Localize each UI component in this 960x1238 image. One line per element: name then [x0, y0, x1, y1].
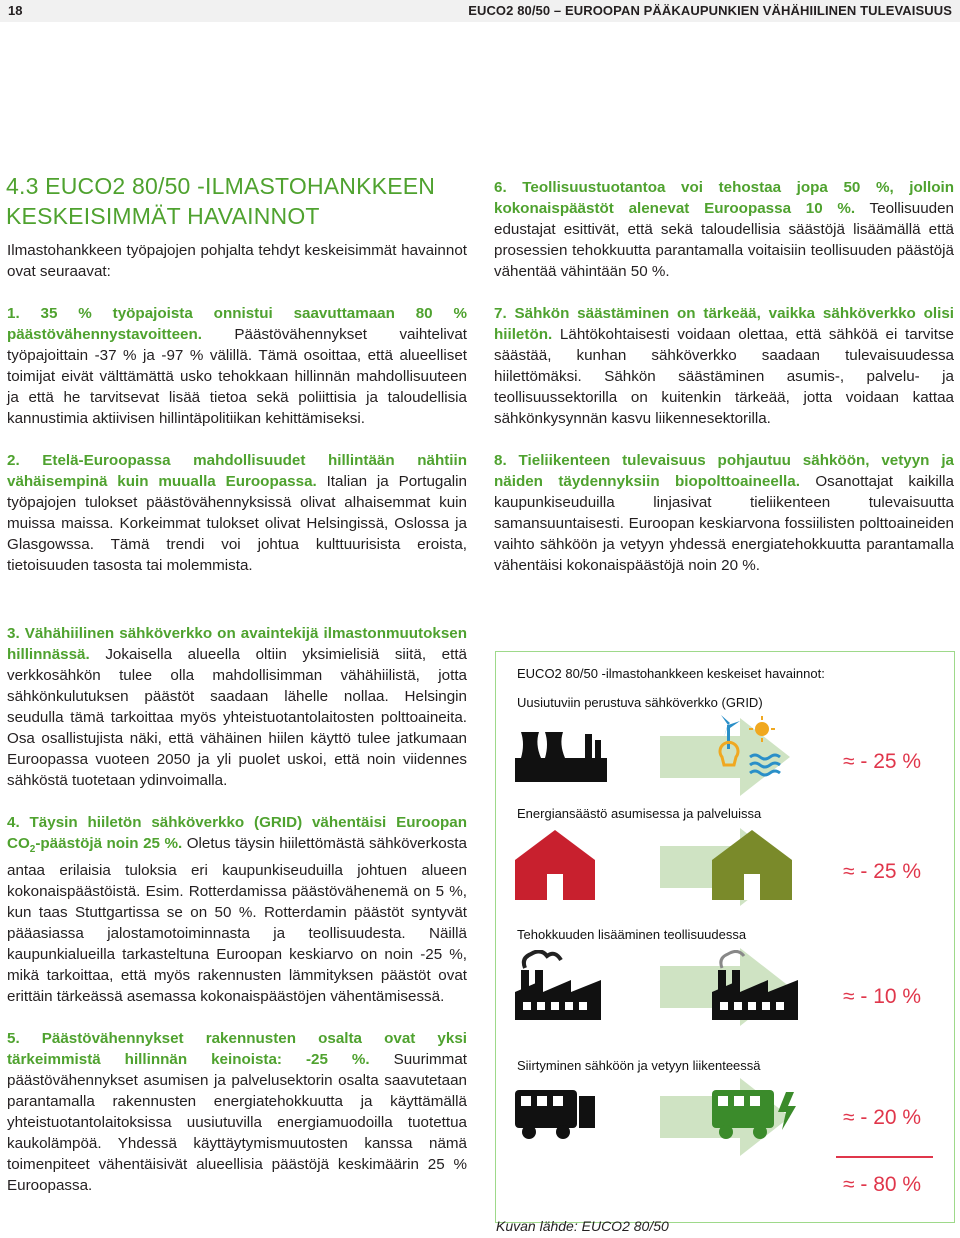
row-3-label: Tehokkuuden lisääminen teollisuudessa	[517, 927, 747, 942]
electric-vehicle-icon	[712, 1082, 802, 1142]
row-2-value: ≈ - 25 %	[843, 860, 922, 883]
row-4-label: Siirtyminen sähköön ja vetyyn liikenteessä	[517, 1058, 761, 1073]
row-1-value: ≈ - 25 %	[843, 750, 922, 773]
section-title: 4.3 EUCO2 80/50 -ILMASTOHANKKEEN KESKEISIMMÄT HAVAINNOT	[6, 173, 436, 229]
finding-3: 3. Vähähiilinen sähköverkko on avaintekijä ilmastonmuutoksen hillinnässä. Jokaisella alueella oltiin yksimielisiä siitä, että verkkosähkön tulee olla mahdollisimman vähähiilistä, jotta sähkönkulutuksen päästöt saadaan lähelle nollaa. Helsingin seudulla tämä tarkoittaa myös yhteistuotantolaitosten polttoaineita. Osa osallistujista näki, että vähäinen hiilen käyttö tulee jatkumaan Euroopassa vuoteen 2050 ja yli puolet uskoi, että noin viidennes sähköstä tuotetaan ydinvoimalla.	[7, 625, 467, 789]
power-plant-icon	[515, 730, 607, 782]
efficient-factory-icon	[712, 950, 798, 1020]
factory-icon	[515, 950, 601, 1020]
finding-4: 4. Täysin hiiletön sähköverkko (GRID) vähentäisi Euroopan $CO_2$-päästöjä noin 25 %. Oletus täysin hiilettömästä sähköverkosta antaa erilaisia tuloksia eri kaupunkiseuduilla johtuen alueen kokonaispäästöistä. Esim. Rotterdamissa päästövähenemä on 5 %, kun taas Stuttgartissa se on 50 %. Rotterdamin päästöt syntyvät pääasiassa jalostamotoiminnasta ja teollisuudesta. Näillä kaupunkialueilla tarkasteltuna Euroopan keskiarvo on noin -25 %, mikä tarkoittaa, että myös rakennusten lämmityksen päästöt ovat erittäin tärkeässä asemassa kokonaispäästöjen vähentämisessä.	[7, 814, 467, 1006]
fuel-bus-icon	[515, 1082, 605, 1142]
running-header	[0, 0, 960, 22]
left-column	[7, 240, 467, 597]
row-4-value: ≈ - 20 %	[843, 1106, 922, 1129]
running-title: EUCO2 80/50 – EUROOPAN PÄÄKAUPUNKIEN VÄHÄHIILINEN TULEVAISUUS	[468, 3, 952, 18]
right-column	[494, 177, 954, 597]
finding-8: 8. Tieliikenteen tulevaisuus pohjautuu sähköön, vetyyn ja näiden täydennyksiin biopolttoaineella. Osanottajat kaikilla kaupunkiseuduilla linjasivat tieliikenteen tulevaisuutta samansuuntaisesti. Euroopan keskiarvona fossiilisten polttoaineiden vaihto sähköön ja vetyyn yhdessä energiatehokkuutta parantamalla vähentäisi kokonaispäästöjä noin 20 %.	[494, 452, 954, 574]
green-house-icon	[712, 830, 792, 900]
page-number: 18	[8, 3, 23, 18]
finding-6: 6. Teollisuustuotantoa voi tehostaa jopa 50 %, jolloin kokonaispäästöt alenevat Euroopassa 10 %. Teollisuuden edustajat esittivät, että sekä taloudellisia säästöjä lisäämällä että prosessien tehokkuutta parantamalla voitaisiin teollisuuden päästöjä vähentää vähintään 50 %.	[494, 179, 954, 280]
image-source: Kuvan lähde: EUCO2 80/50	[496, 1218, 669, 1234]
infographic-title: EUCO2 80/50 -ilmastohankkeen keskeiset havainnot:	[517, 666, 825, 681]
row-3-value: ≈ - 10 %	[843, 985, 922, 1008]
finding-5: 5. Päästövähennykset rakennusten osalta ovat yksi tärkeimmistä hillinnän keinoista: -25 %. Suurimmat päästövähennykset asumisen ja palvelusektorin osalta saavutetaan parantamalla rakennusten energiatehokkuutta ja käyttämällä yhteistuotantolaitoksissa uusiutuvilla energiamuodoilla tuotettua kaukolämpöä. Yhdessä käyttäytymismuutosten kanssa nämä toimenpiteet vähentäisivät alueellisia päästöjä keskimäärin 25 % Euroopassa.	[7, 1030, 467, 1195]
row-2-label: Energiansäästö asumisessa ja palveluissa	[517, 806, 762, 821]
red-house-icon	[515, 830, 595, 900]
left-column-lower	[7, 623, 467, 1217]
total-divider	[836, 1156, 933, 1158]
row-1-label: Uusiutuviin perustuva sähköverkko (GRID)	[517, 695, 763, 710]
intro-paragraph: Ilmastohankkeen työpajojen pohjalta tehdyt keskeisimmät havainnot ovat seuraavat:	[7, 242, 467, 280]
total-value: ≈ - 80 %	[843, 1173, 922, 1196]
finding-2: 2. Etelä-Euroopassa mahdollisuudet hillintään nähtiin vähäisempinä kuin muualla Euroopassa. Italian ja Portugalin työpajojen tulokset päästövähennyksissä olivat alhaisemmat kuin muissa maissa. Korkeimmat tulokset olivat Helsingissä, Oslossa ja Glasgowssa. Tämä trendi voi johtua kulttuurisista eroista, tietoisuuden tasosta tai molemmista.	[7, 452, 467, 574]
finding-7: 7. Sähkön säästäminen on tärkeää, vaikka sähköverkko olisi hiiletön. Lähtökohtaisesti voidaan olettaa, että sähköä ei tarvitse säästää, kunhan sähköverkko saadaan tulevaisuudessa hiilettömäksi. Sähkön säästäminen asumis-, palvelu- ja teollisuussektorilla on kuitenkin tärkeää, jotta voidaan kattaa sähkönkysynnän kasvu liikennesektorilla.	[494, 305, 954, 427]
finding-1: 1. 35 % työpajoista onnistui saavuttamaan 80 % päästövähennystavoitteen. Päästövähennykset vaihtelivat työpajoittain -37 % ja -97 % välillä. Tämä osoittaa, että alueelliset toimijat eivät välttämättä usko tehokkaan hillinnän mahdollisuuteen ja että he tarvitsevat lisää tietoa sekä poliittisia ja taloudellisia kannustimia aktiivisen hillintäpolitiikan kehittämiseksi.	[7, 305, 467, 427]
renewables-icon	[712, 715, 784, 785]
